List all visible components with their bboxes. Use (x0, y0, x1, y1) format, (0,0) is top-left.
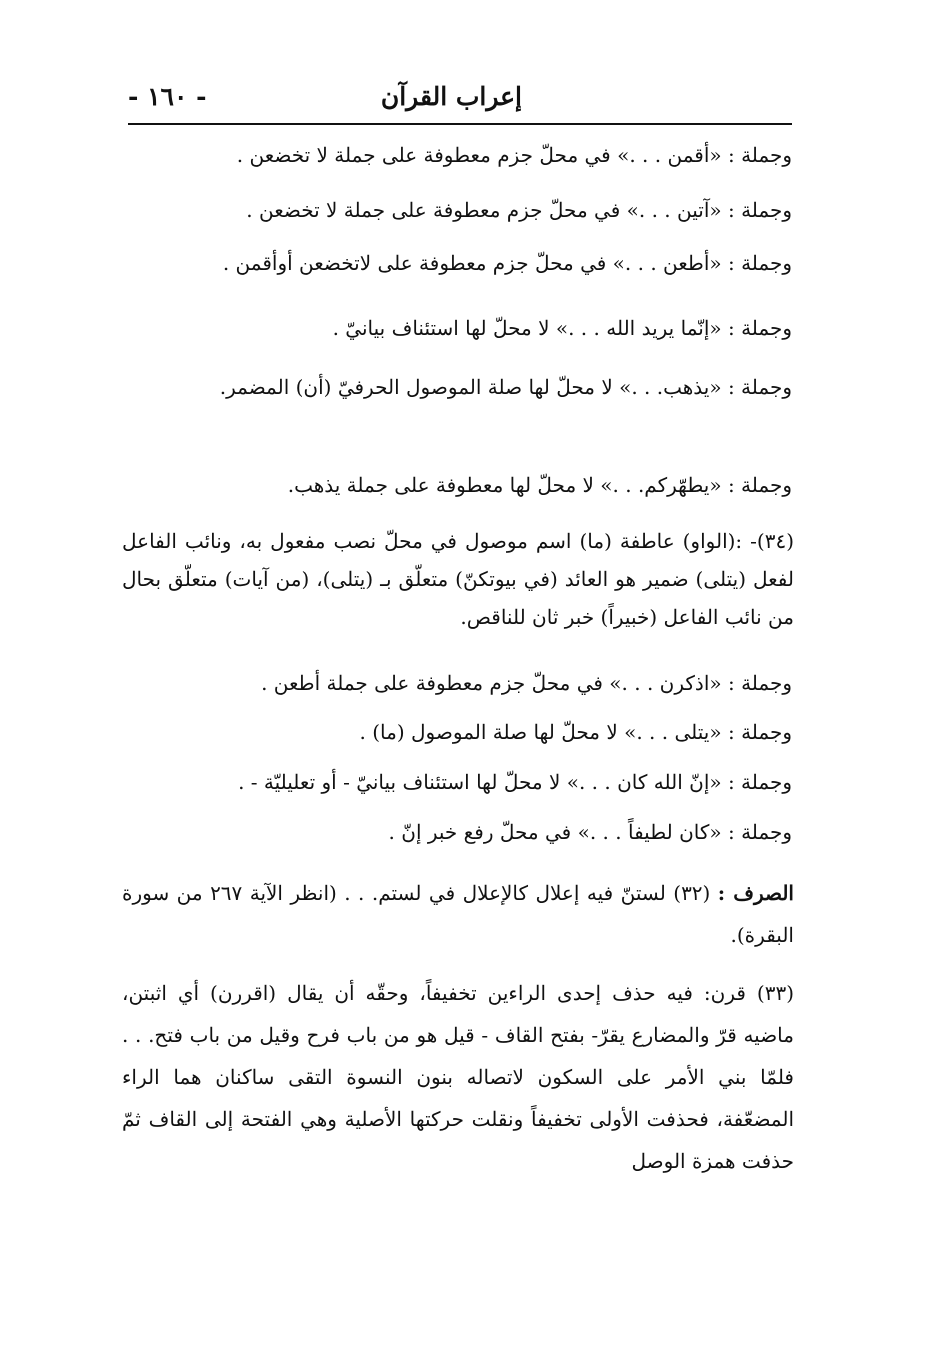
text-line: وجملة : «كان لطيفاً . . .» في محلّ رفع خبر إنّ . (388, 820, 792, 844)
text-line: وجملة : «اذكرن . . .» في محلّ جزم معطوفة على جملة أطعن . (261, 671, 792, 695)
text-line: وجملة : «يتلى . . .» لا محلّ لها صلة الموصول (ما) . (359, 720, 792, 744)
page-header (128, 76, 792, 120)
paragraph-34: (٣٤)- :(الواو) عاطفة (ما) اسم موصول في محلّ نصب مفعول به، ونائب الفاعل لفعل (يتلى) ضمير هو العائد (في بيوتكنّ) متعلّق بـ (يتلى)، (من آيات) متعلّق بحال من نائب الفاعل (خبيراً) خبر ثان للناقص. (122, 529, 794, 629)
book-title: إعراب القرآن (380, 82, 522, 111)
sarf-text: (٣٢) لستنّ فيه إعلال كالإعلال في لستم. . . (انظر الآية ٢٦٧ من سورة البقرة). (122, 881, 794, 947)
text-line: وجملة : «أقمن . . .» في محلّ جزم معطوفة على جملة لا تخضعن . (236, 143, 792, 167)
text-line: وجملة : «إنّ الله كان . . .» لا محلّ لها استئناف بيانيّ - أو تعليليّة - . (238, 770, 792, 794)
text-line: وجملة : «يطهّركم. . .» لا محلّ لها معطوفة على جملة يذهب. (287, 473, 792, 497)
text-line: وجملة : «أطعن . . .» في محلّ جزم معطوفة على لاتخضعن أوأقمن . (222, 251, 792, 275)
sarf-label: الصرف : (717, 881, 794, 905)
page-number: - ١٦٠ - (128, 82, 207, 111)
paragraph-33: (٣٣) قرن: فيه حذف إحدى الراءين تخفيفاً، وحقّه أن يقال (اقررن) أي اثبتن، ماضيه قرّ والمضارع يقرّ- بفتح القاف - قيل هو من باب فرح وقيل من باب فتح. . . فلمّا بني الأمر على السكون لاتصاله بنون النسوة التقى ساكنان هما الراء المضعّفة، فحذفت الأولى تخفيفاً ونقلت حركتها الأصلية وهي الفتحة إلى القاف ثمّ حذفت همزة الوصل (122, 981, 794, 1173)
text-line: وجملة : «آتين . . .» في محلّ جزم معطوفة على جملة لا تخضعن . (246, 198, 792, 222)
sarf-paragraph (122, 872, 794, 956)
text-paragraph: وجملة : «يذهب. . .» لا محلّ لها صلة الموصول الحرفيّ (أن) المضمر. (219, 375, 792, 399)
header-rule (128, 123, 792, 125)
text-line: وجملة : «إنّما يريد الله . . .» لا محلّ لها استئناف بيانيّ . (332, 316, 792, 340)
